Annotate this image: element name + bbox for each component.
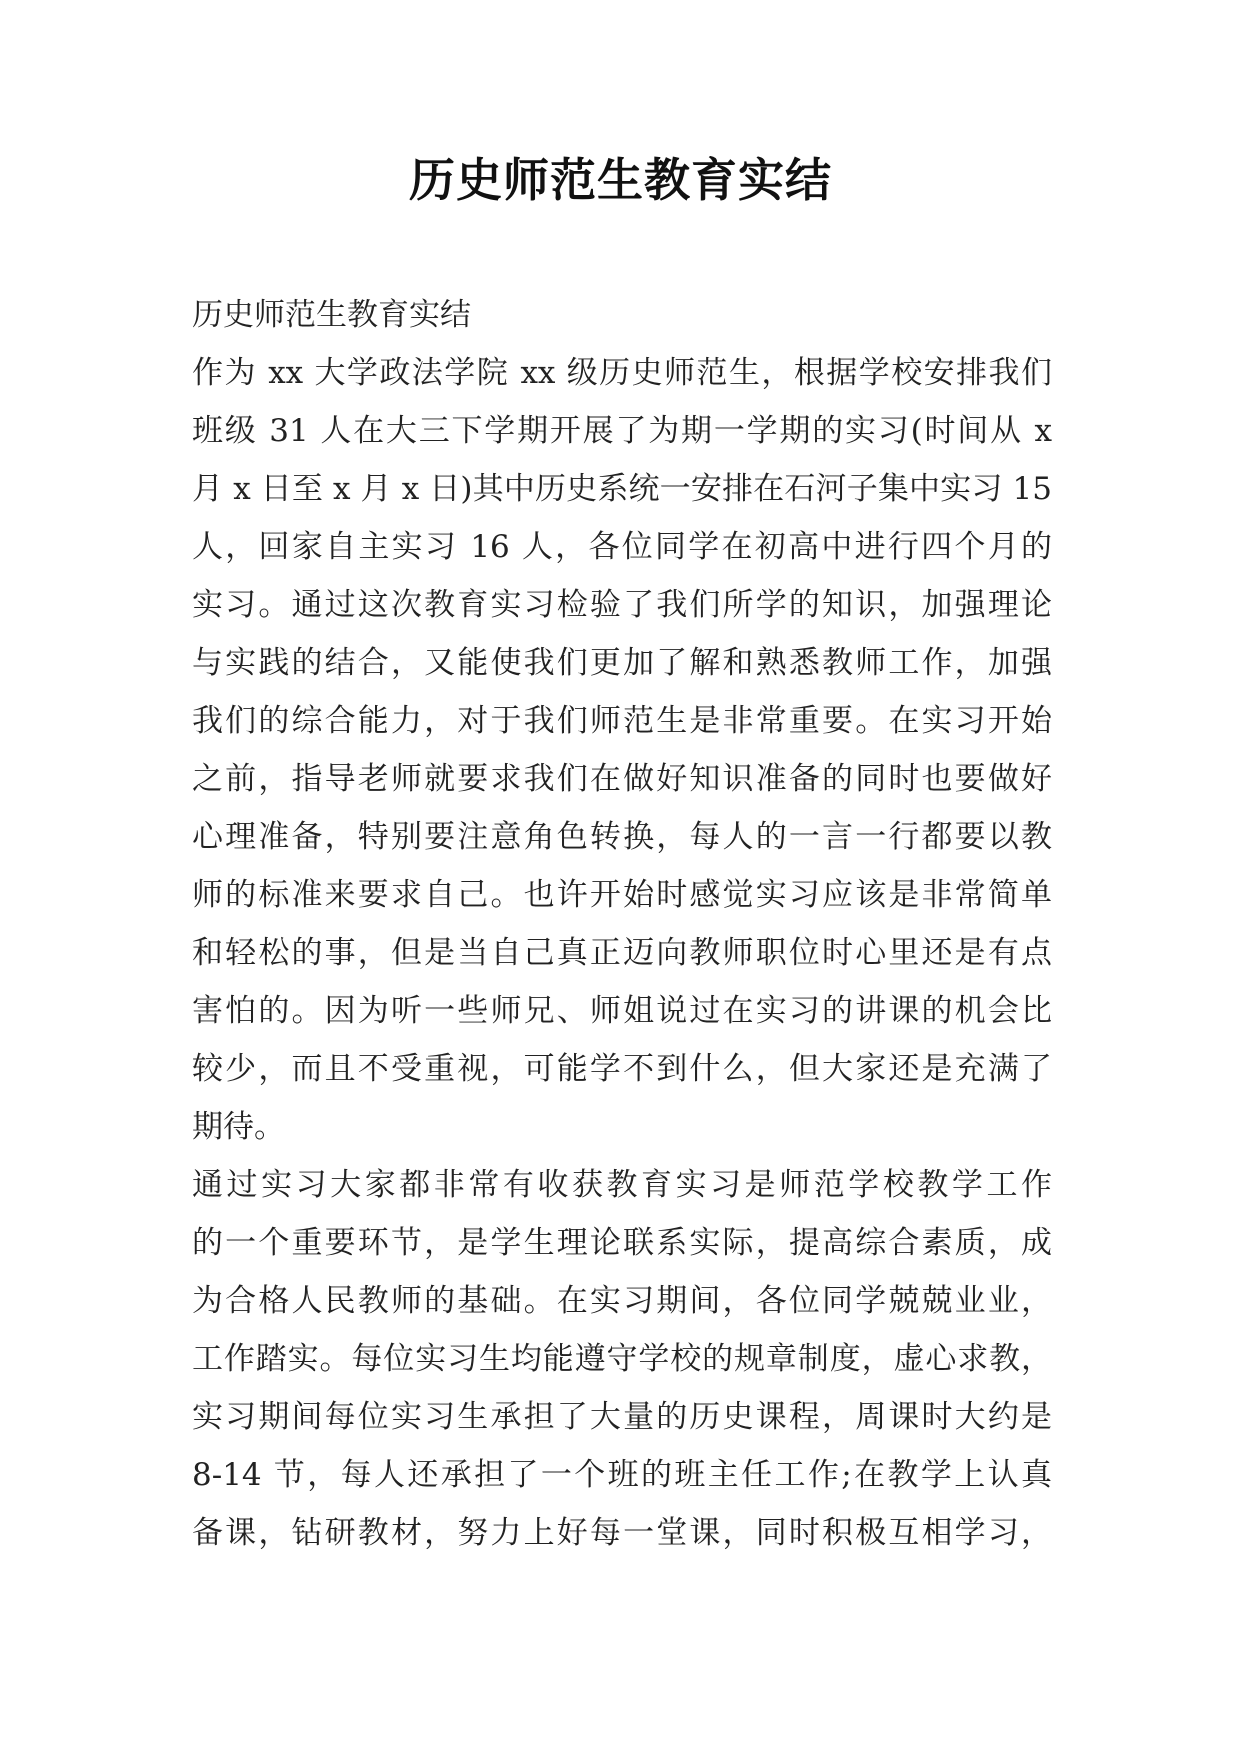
paragraph-line: 和轻松的事，但是当自己真正迈向教师职位时心里还是有点	[192, 935, 1052, 971]
paragraph-line: 作为 xx 大学政法学院 xx 级历史师范生，根据学校安排我们	[192, 355, 1052, 391]
paragraph-line: 8-14 节，每人还承担了一个班的班主任工作;在教学上认真	[192, 1457, 1052, 1493]
paragraph-line: 人，回家自主实习 16 人，各位同学在初高中进行四个月的	[192, 529, 1052, 565]
paragraph-line: 害怕的。因为听一些师兄、师姐说过在实习的讲课的机会比	[192, 993, 1052, 1029]
document-title: 历史师范生教育实结	[409, 153, 832, 207]
paragraph-line: 工作踏实。每位实习生均能遵守学校的规章制度，虚心求教，	[192, 1341, 1052, 1377]
paragraph-line: 实习。通过这次教育实习检验了我们所学的知识，加强理论	[192, 587, 1052, 623]
paragraph-line: 备课，钻研教材，努力上好每一堂课，同时积极互相学习，	[192, 1515, 1052, 1551]
paragraph-line: 为合格人民教师的基础。在实习期间，各位同学兢兢业业，	[192, 1283, 1052, 1319]
paragraph-line: 我们的综合能力，对于我们师范生是非常重要。在实习开始	[192, 703, 1052, 739]
paragraph-line: 班级 31 人在大三下学期开展了为期一学期的实习(时间从 x	[192, 413, 1052, 449]
paragraph-line: 师的标准来要求自己。也许开始时感觉实习应该是非常简单	[192, 877, 1052, 913]
paragraph-line: 较少，而且不受重视，可能学不到什么，但大家还是充满了	[192, 1051, 1052, 1087]
paragraph-line: 实习期间每位实习生承担了大量的历史课程，周课时大约是	[192, 1399, 1052, 1435]
paragraph-line: 期待。	[192, 1109, 285, 1145]
paragraph-line: 月 x 日至 x 月 x 日)其中历史系统一安排在石河子集中实习 15	[192, 471, 1052, 507]
paragraph-line: 心理准备，特别要注意角色转换，每人的一言一行都要以教	[192, 819, 1052, 855]
paragraph-line: 通过实习大家都非常有收获教育实习是师范学校教学工作	[192, 1167, 1052, 1203]
paragraph-line: 与实践的结合，又能使我们更加了解和熟悉教师工作，加强	[192, 645, 1052, 681]
paragraph-line: 之前，指导老师就要求我们在做好知识准备的同时也要做好	[192, 761, 1052, 797]
document-body	[192, 286, 1052, 1562]
subtitle-line: 历史师范生教育实结	[192, 297, 471, 333]
paragraph-line: 的一个重要环节，是学生理论联系实际，提高综合素质，成	[192, 1225, 1052, 1261]
